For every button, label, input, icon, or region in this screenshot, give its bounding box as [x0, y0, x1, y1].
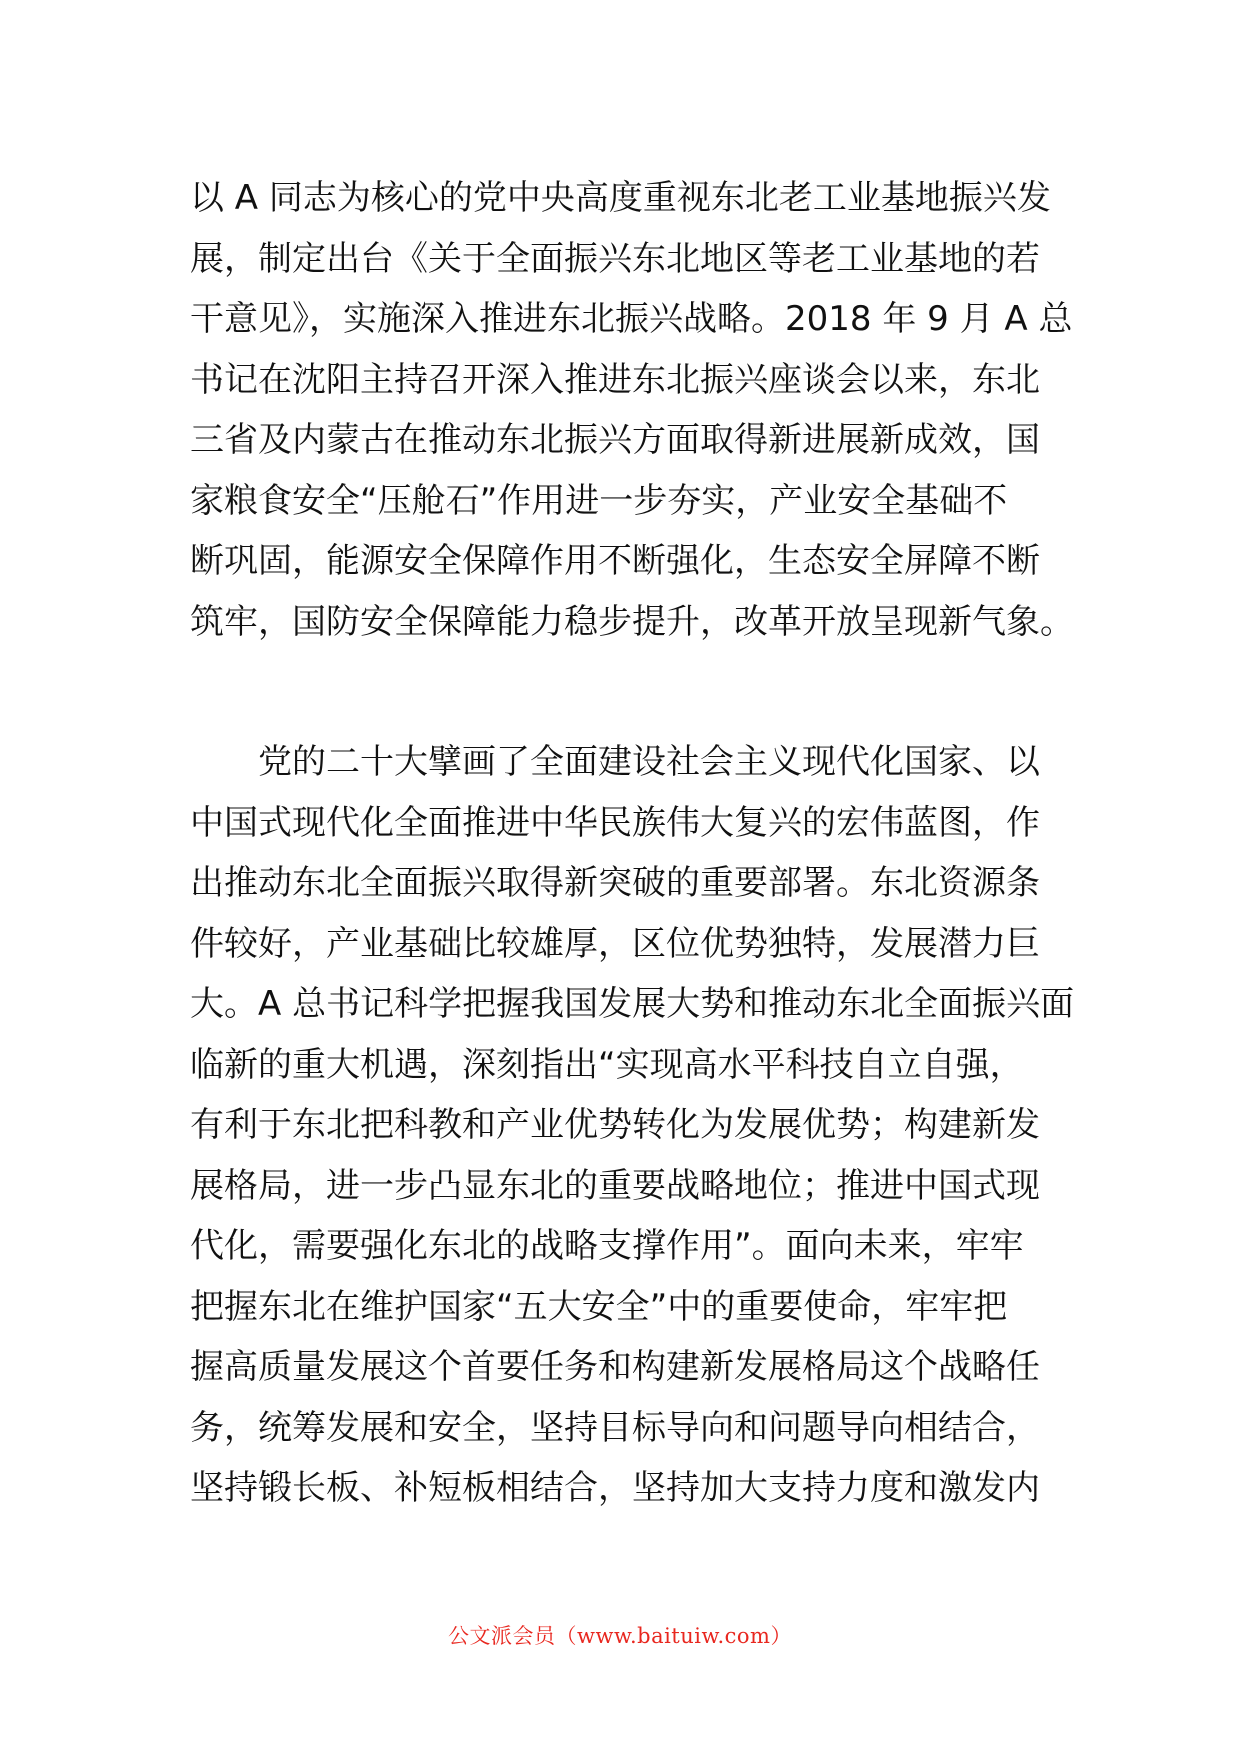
text-line: 中国式现代化全面推进中华民族伟大复兴的宏伟蓝图，作 [190, 802, 1040, 843]
text-line: 展，制定出台《关于全面振兴东北地区等老工业基地的若 [190, 238, 1040, 279]
text-line: 书记在沈阳主持召开深入推进东北振兴座谈会以来，东北 [190, 359, 1040, 400]
text-line: 筑牢，国防安全保障能力稳步提升，改革开放呈现新气象。 [190, 601, 1074, 642]
paragraph-spacer [190, 652, 1050, 732]
document-body [190, 168, 1075, 1519]
text-line: 党的二十大擘画了全面建设社会主义现代化国家、以 [258, 742, 1040, 782]
text-line: 大。A 总书记科学把握我国发展大势和推动东北全面振兴面 [190, 984, 1075, 1024]
text-line: 断巩固，能源安全保障作用不断强化，生态安全屏障不断 [190, 541, 1040, 581]
text-line: 把握东北在维护国家“五大安全”中的重要使命，牢牢把 [190, 1286, 1008, 1327]
text-line: 以 A 同志为核心的党中央高度重视东北老工业基地振兴发 [190, 178, 1051, 218]
text-line: 有利于东北把科教和产业优势转化为发展优势；构建新发 [190, 1105, 1040, 1145]
paragraph-2 [190, 732, 1075, 1519]
footer-watermark-link[interactable]: 公文派会员（www.baituiw.com） [448, 1624, 792, 1648]
text-line: 三省及内蒙古在推动东北振兴方面取得新进展新成效，国 [190, 420, 1040, 460]
text-line: 家粮食安全“压舱石”作用进一步夯实，产业安全基础不 [190, 480, 1008, 521]
text-line: 代化，需要强化东北的战略支撑作用”。面向未来，牢牢 [190, 1226, 1024, 1266]
text-line: 务，统筹发展和安全，坚持目标导向和问题导向相结合， [190, 1407, 1040, 1448]
paragraph-1 [190, 168, 1074, 652]
text-line: 干意见》，实施深入推进东北振兴战略。2018 年 9 月 A 总 [190, 299, 1073, 339]
text-line: 件较好，产业基础比较雄厚，区位优势独特，发展潜力巨 [190, 923, 1040, 964]
text-line: 展格局，进一步凸显东北的重要战略地位；推进中国式现 [190, 1165, 1040, 1206]
text-line: 临新的重大机遇，深刻指出“实现高水平科技自立自强， [190, 1044, 1024, 1085]
text-line: 坚持锻长板、补短板相结合，坚持加大支持力度和激发内 [190, 1468, 1040, 1508]
text-line: 握高质量发展这个首要任务和构建新发展格局这个战略任 [190, 1347, 1040, 1387]
text-line: 出推动东北全面振兴取得新突破的重要部署。东北资源条 [190, 863, 1040, 903]
